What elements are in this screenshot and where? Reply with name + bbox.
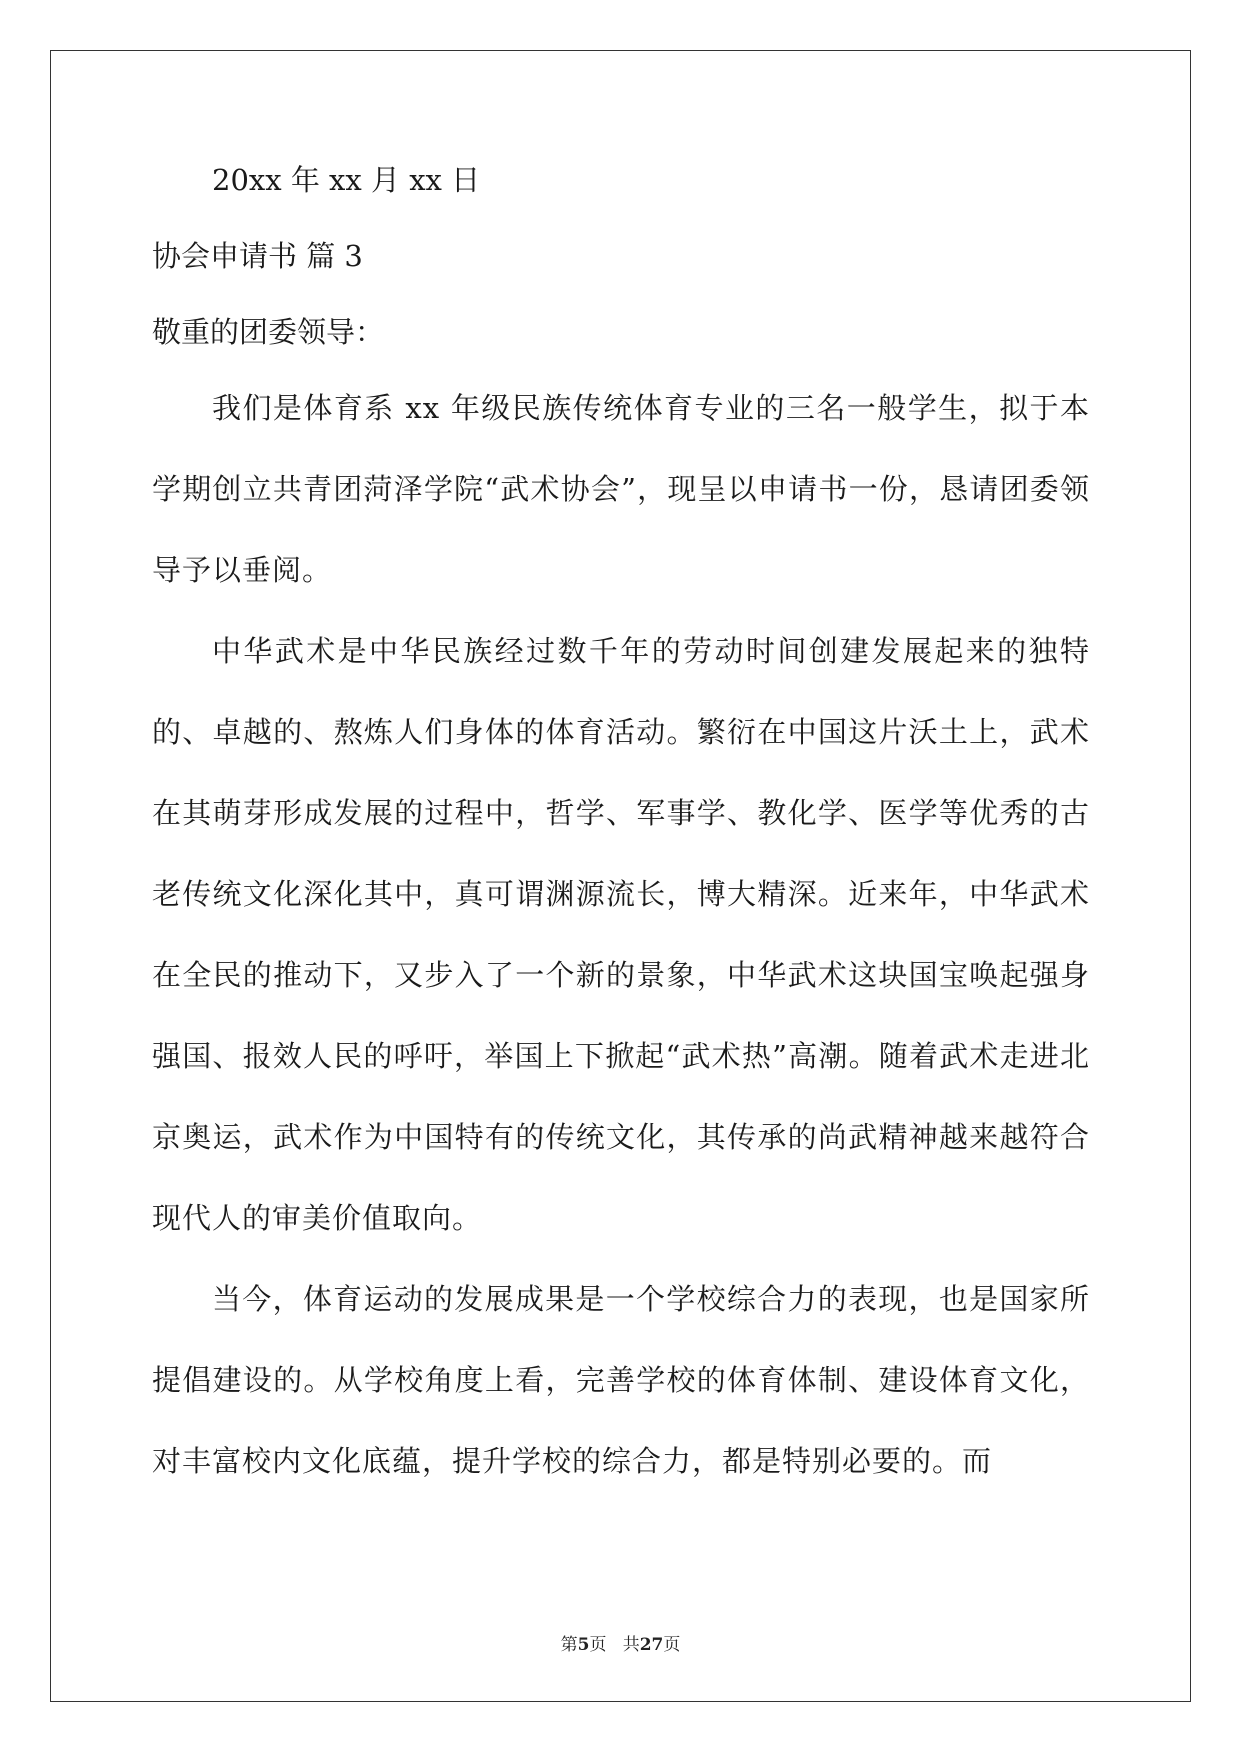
total-prefix: 共 [622,1635,640,1655]
page-prefix: 第 [560,1635,578,1655]
paragraph-2: 中华武术是中华民族经过数千年的劳动时间创建发展起来的独特的、卓越的、熬炼人们身体的体育活动。繁衍在中国这片沃土上，武术在其萌芽形成发展的过程中，哲学、军事学、教化学、医学等优秀的古老传统文化深化其中，真可谓渊源流长，博大精深。近来年，中华武术在全民的推动下，又步入了一个新的景象，中华武术这块国宝唤起强身强国、报效人民的呼吁，举国上下掀起“武术热”高潮。随着武术走进北京奥运，武术作为中国特有的传统文化，其传承的尚武精神越来越符合现代人的审美价值取向。 [152,634,1090,1235]
document-date: 20xx 年 xx 月 xx 日 [212,163,481,197]
salutation: 敬重的团委领导： [152,315,385,349]
page-suffix: 页 [589,1635,607,1655]
total-pages: 27 [639,1635,664,1655]
paragraph-3: 当今，体育运动的发展成果是一个学校综合力的表现，也是国家所提倡建设的。从学校角度上看，完善学校的体育体制、建设体育文化，对丰富校内文化底蕴，提升学校的综合力，都是特别必要的。而 [152,1282,1090,1478]
page-number: 5 [577,1635,590,1655]
document-heading: 协会申请书 篇 3 [152,239,363,273]
paragraph-1: 我们是体育系 xx 年级民族传统体育专业的三名一般学生，拟于本学期创立共青团菏泽学院“武术协会”，现呈以申请书一份，恳请团委领导予以垂阅。 [152,391,1090,587]
total-suffix: 页 [663,1635,681,1655]
page-footer [0,1630,1241,1655]
document-body [152,160,1090,1502]
